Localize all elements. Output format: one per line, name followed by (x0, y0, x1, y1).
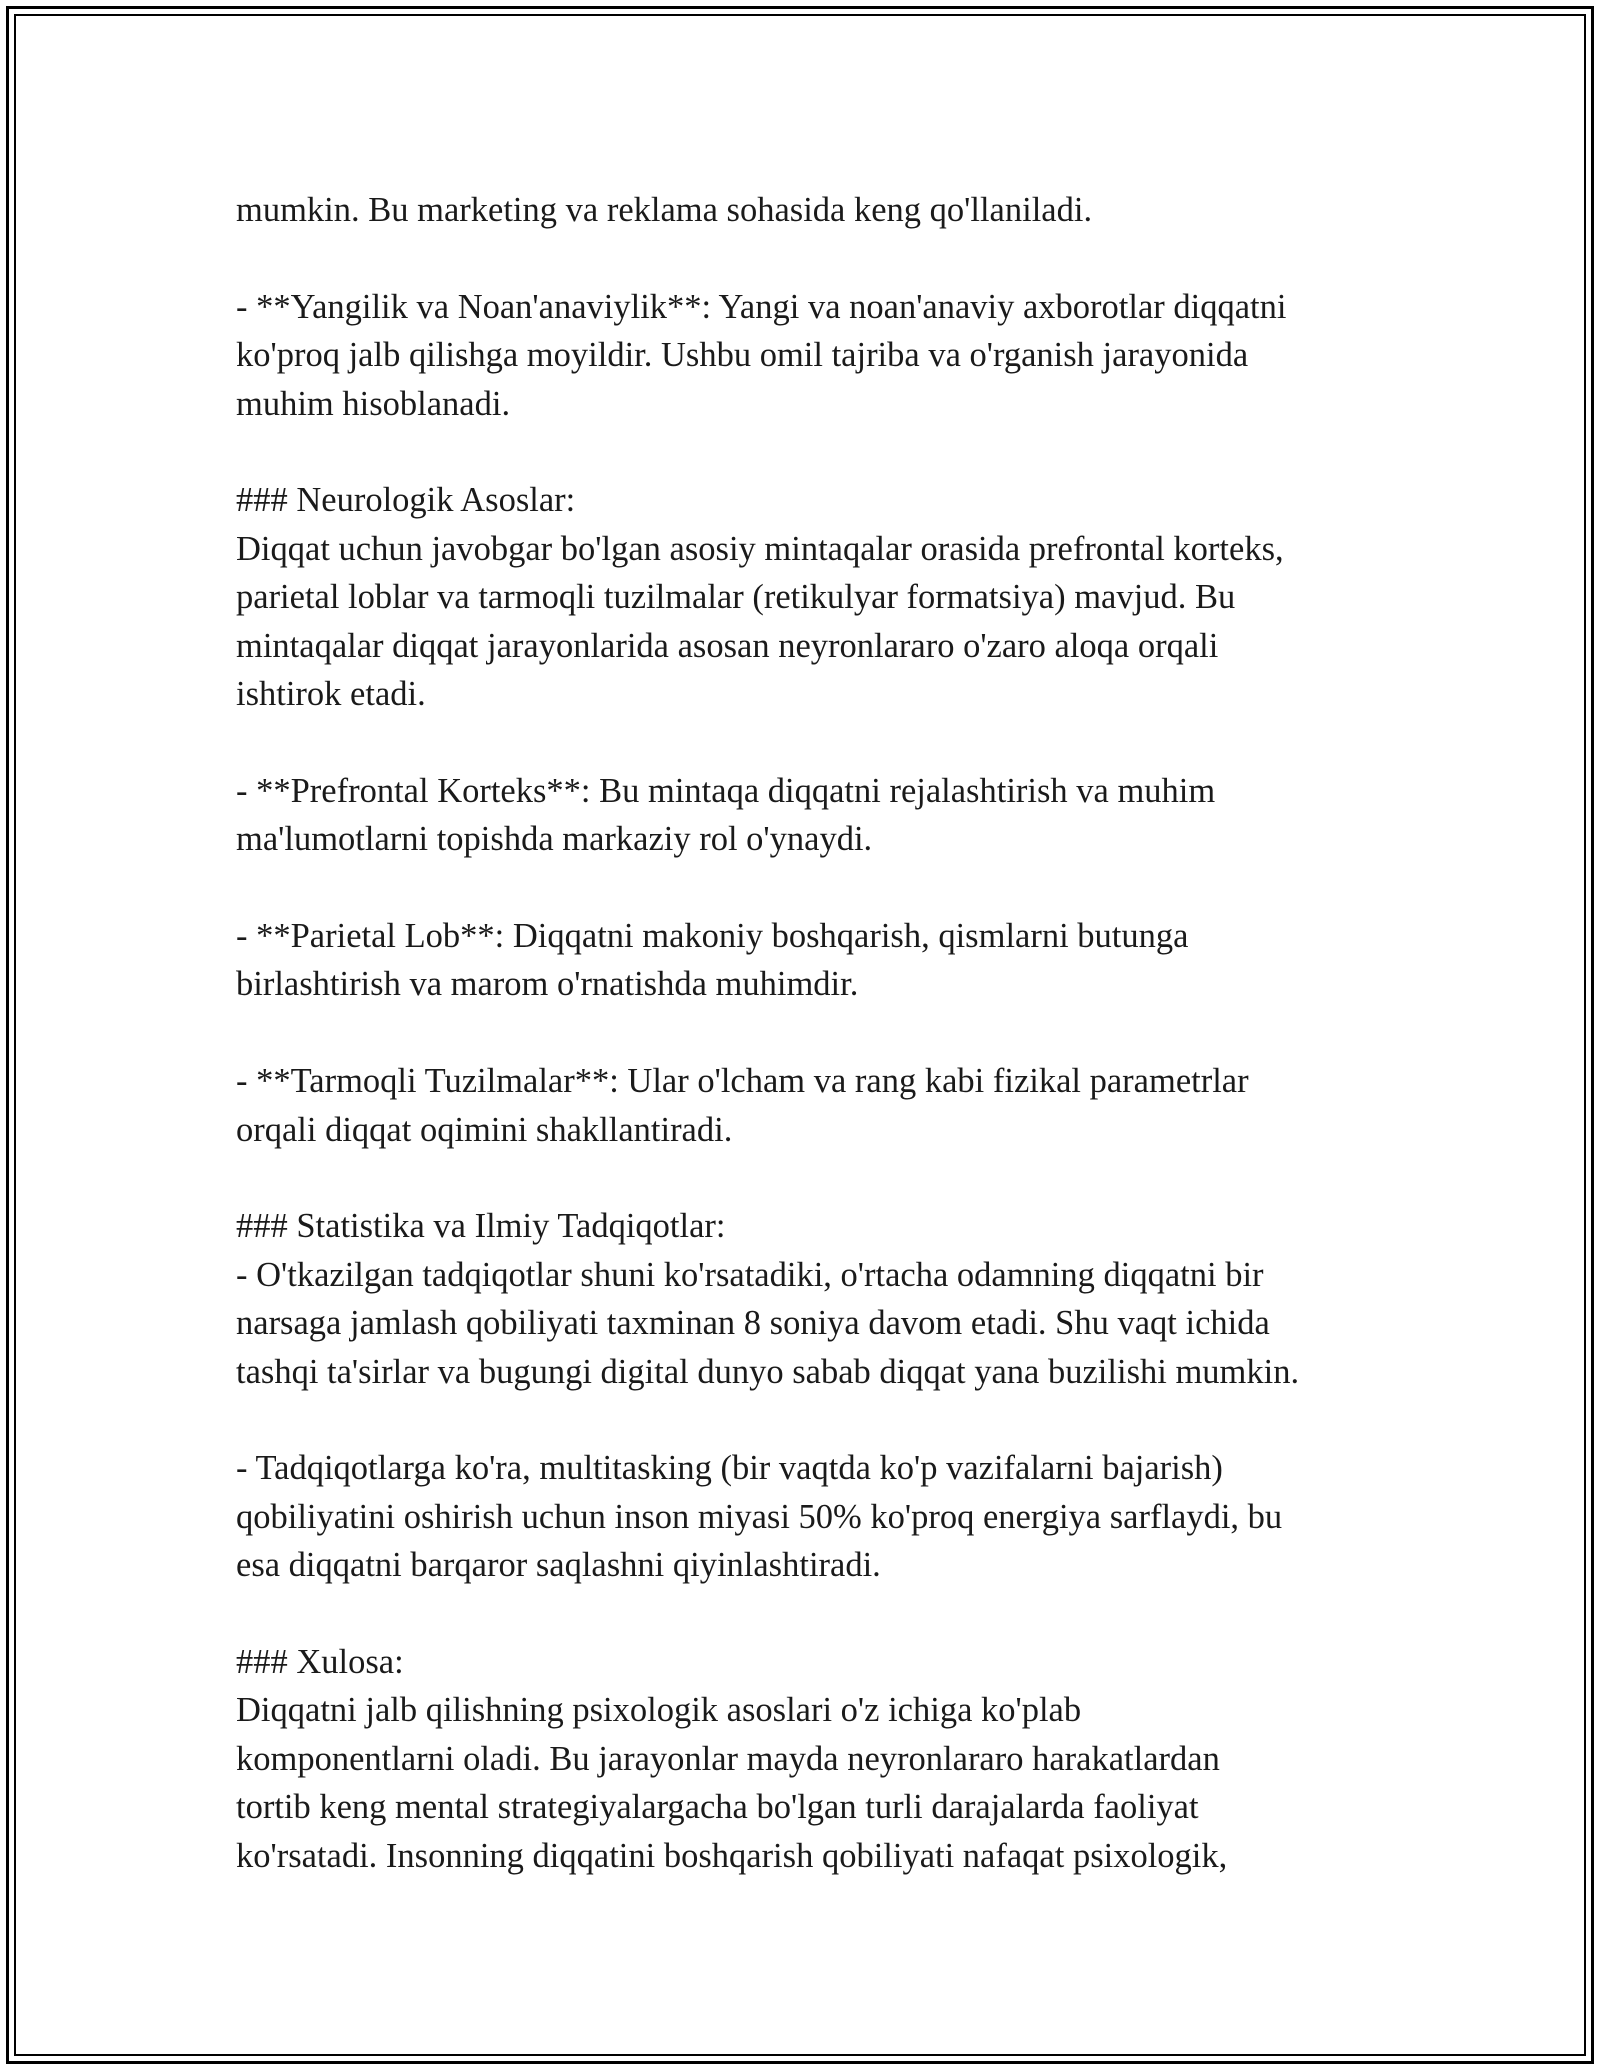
paragraph (236, 1057, 1396, 1154)
text-line: ko'proq jalb qilishga moyildir. Ushbu omil tajriba va o'rganish jarayonida (236, 336, 1249, 375)
text-line: tortib keng mental strategiyalargacha bo'lgan turli darajalarda faoliyat (236, 1788, 1199, 1827)
text-line: mumkin. Bu marketing va reklama sohasida keng qo'llaniladi. (236, 191, 1093, 229)
text-line: mintaqalar diqqat jarayonlarida asosan neyronlararo o'zaro aloqa orqali (236, 626, 1219, 665)
text-line: tashqi ta'sirlar va bugungi digital dunyo sabab diqqat yana buzilishi mumkin. (236, 1352, 1300, 1391)
text-line: qobiliyatini oshirish uchun inson miyasi 50% ko'proq energiya sarflaydi, bu (236, 1497, 1283, 1536)
text-line: narsaga jamlash qobiliyati taxminan 8 soniya davom etadi. Shu vaqt ichida (236, 1304, 1270, 1343)
text-line: parietal loblar va tarmoqli tuzilmalar (retikulyar formatsiya) mavjud. Bu (236, 578, 1236, 617)
paragraph (236, 1444, 1396, 1589)
text-line: Diqqatni jalb qilishning psixologik asoslari o'z ichiga ko'plab (236, 1691, 1082, 1730)
text-line: ### Xulosa: (236, 1643, 404, 1682)
text-line: - Tadqiqotlarga ko'ra, multitasking (bir vaqtda ko'p vazifalarni bajarish) (236, 1449, 1223, 1488)
paragraph (236, 1202, 1396, 1396)
paragraph (236, 476, 1396, 718)
text-line: birlashtirish va marom o'rnatishda muhimdir. (236, 965, 859, 1004)
text-line: - **Yangilik va Noan'anaviylik**: Yangi va noan'anaviy axborotlar diqqatni (236, 287, 1287, 326)
text-line: - O'tkazilgan tadqiqotlar shuni ko'rsatadiki, o'rtacha odamning diqqatni bir (236, 1255, 1264, 1294)
text-line: ko'rsatadi. Insonning diqqatini boshqarish qobiliyati nafaqat psixologik, (236, 1836, 1228, 1875)
text-line: - **Prefrontal Korteks**: Bu mintaqa diqqatni rejalashtirish va muhim (236, 771, 1216, 810)
paragraph (236, 1638, 1396, 1880)
text-line: esa diqqatni barqaror saqlashni qiyinlashtiradi. (236, 1546, 881, 1585)
text-line: muhim hisoblanadi. (236, 384, 511, 423)
text-line: - **Parietal Lob**: Diqqatni makoniy boshqarish, qismlarni butunga (236, 917, 1189, 956)
document-body (236, 186, 1396, 1928)
paragraph (236, 283, 1396, 428)
paragraph (236, 912, 1396, 1009)
text-line: ### Statistika va Ilmiy Tadqiqotlar: (236, 1207, 726, 1246)
text-line: ### Neurologik Asoslar: (236, 481, 576, 520)
text-line: ma'lumotlarni topishda markaziy rol o'ynaydi. (236, 820, 873, 859)
text-line: komponentlarni oladi. Bu jarayonlar mayda neyronlararo harakatlardan (236, 1739, 1220, 1778)
paragraph (236, 767, 1396, 864)
text-line: - **Tarmoqli Tuzilmalar**: Ular o'lcham va rang kabi fizikal parametrlar (236, 1062, 1249, 1101)
text-line: orqali diqqat oqimini shakllantiradi. (236, 1110, 733, 1149)
paragraph (236, 186, 1396, 234)
text-line: Diqqat uchun javobgar bo'lgan asosiy mintaqalar orasida prefrontal korteks, (236, 529, 1284, 568)
text-line: ishtirok etadi. (236, 675, 426, 714)
